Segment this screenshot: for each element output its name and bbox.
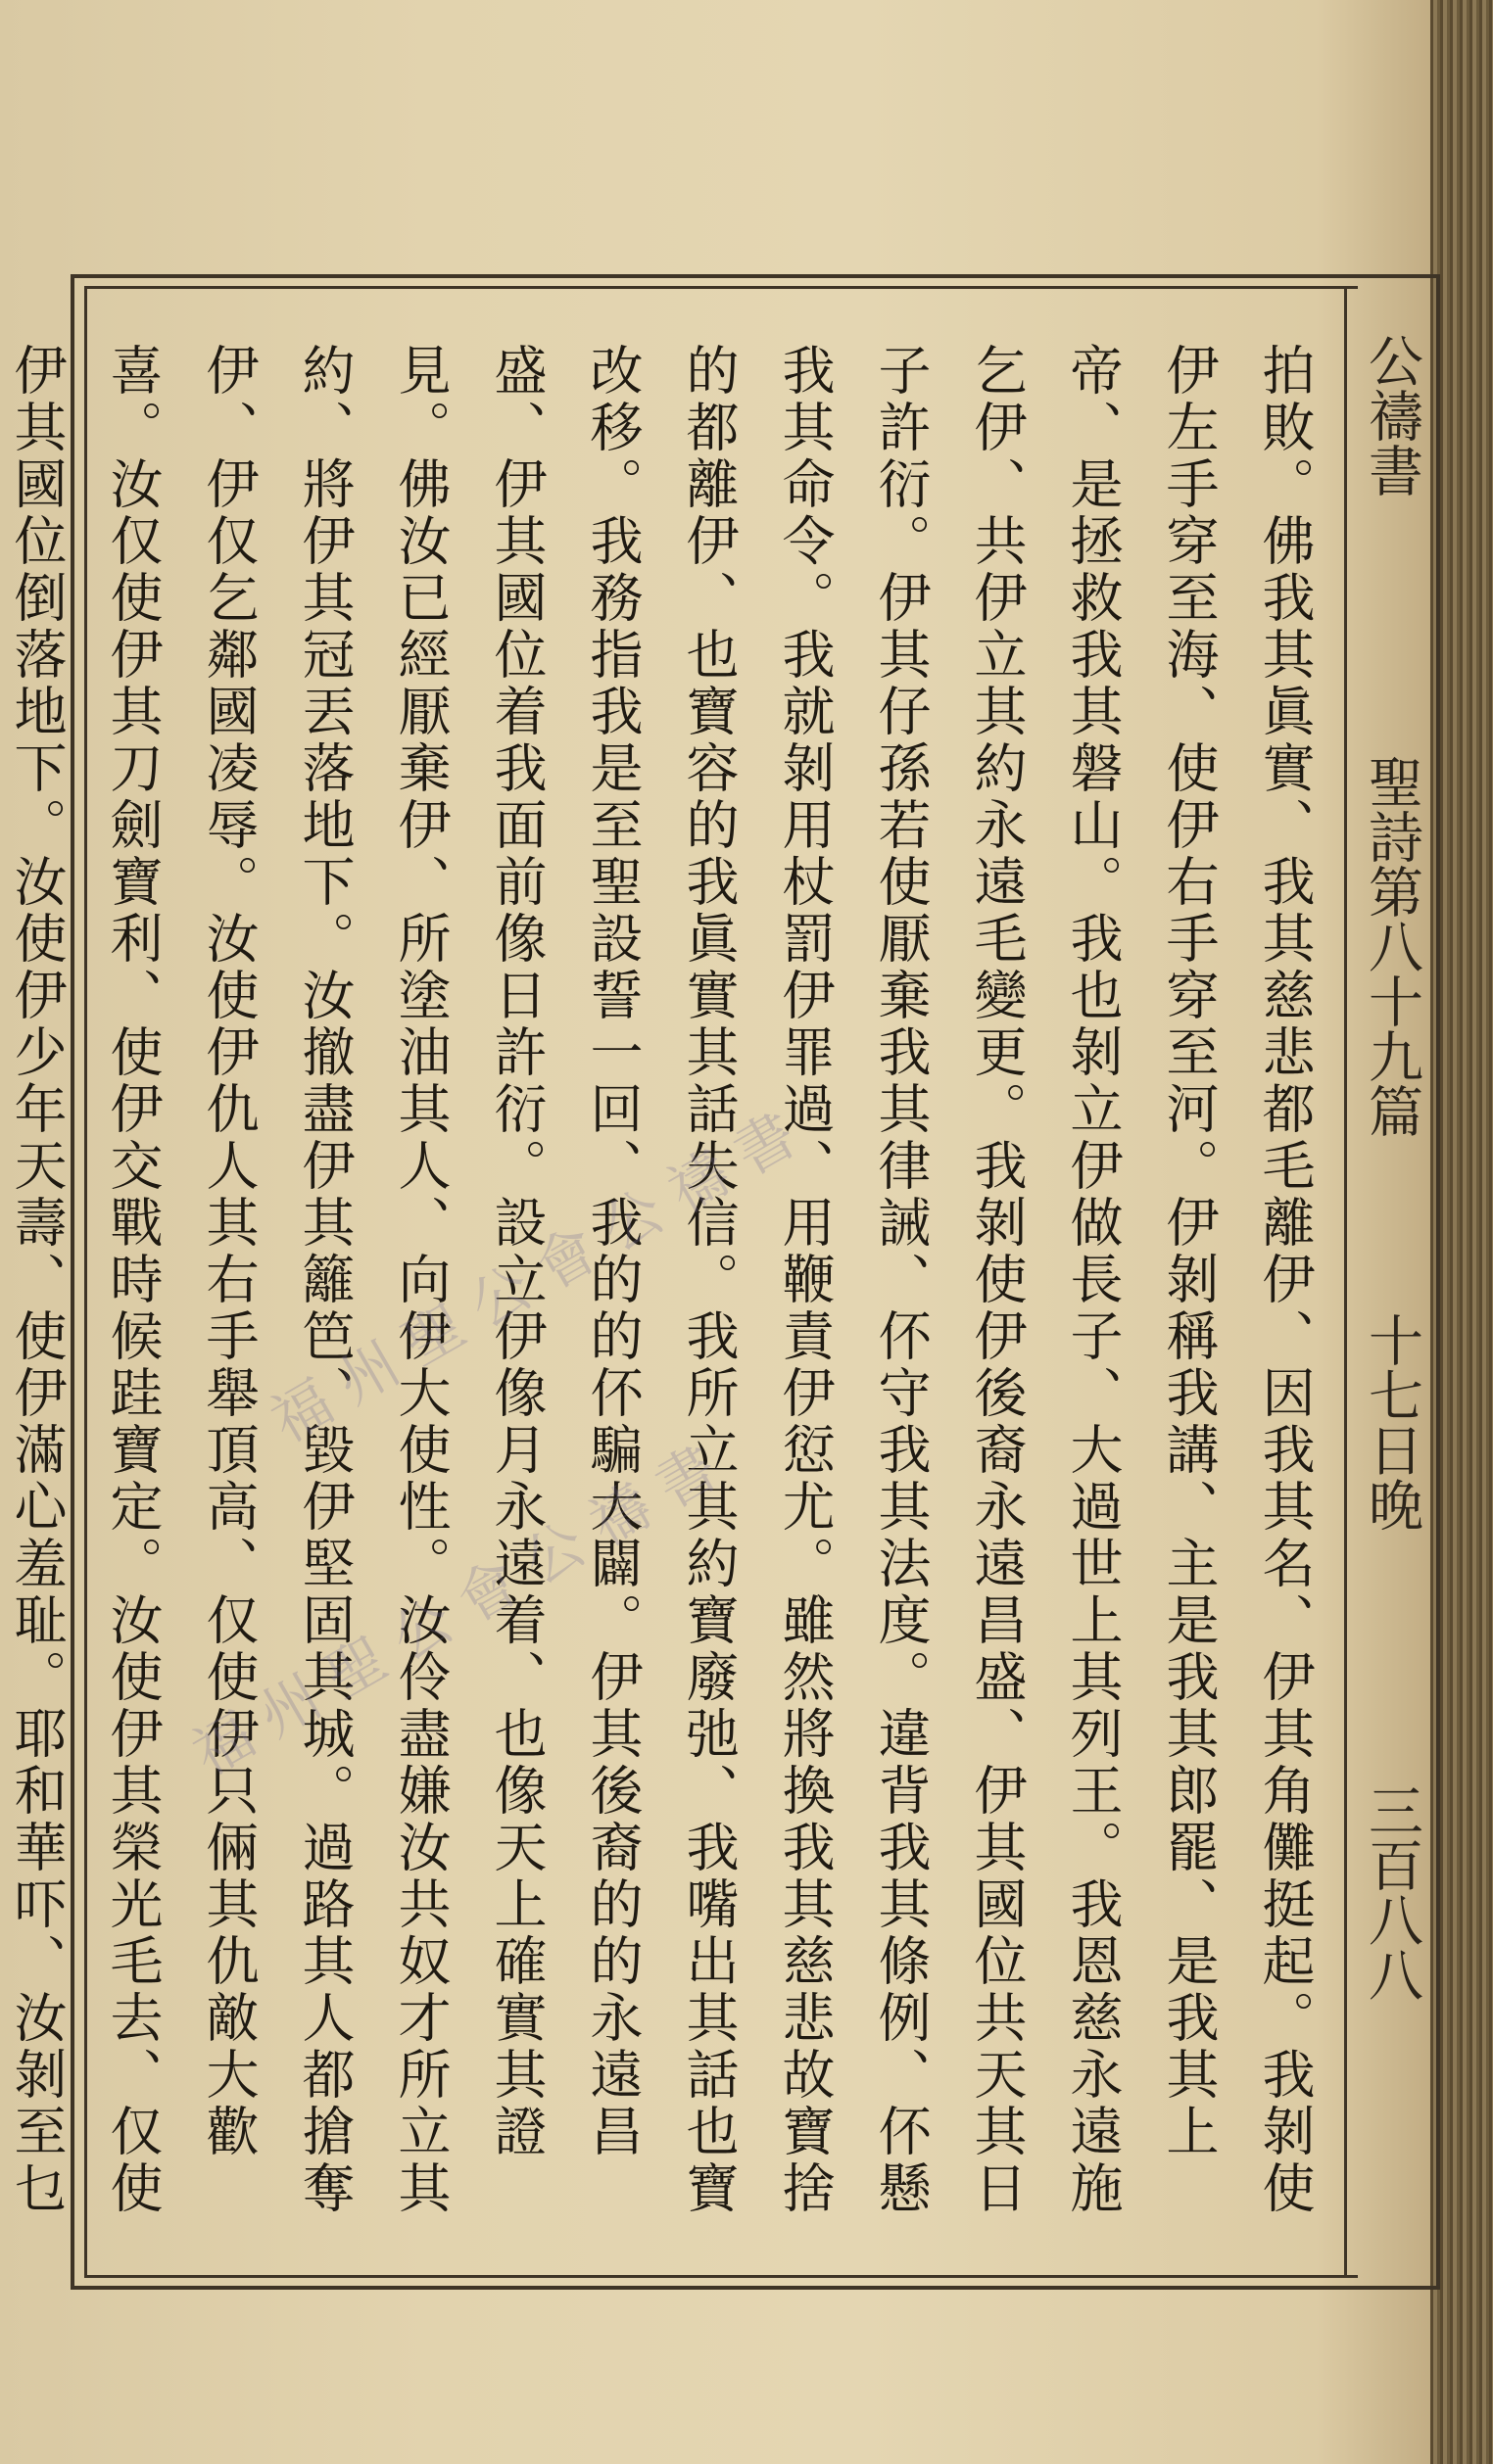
watermark-stamp: 福州聖公會公禱書 bbox=[260, 1091, 824, 1456]
psalm-title: 聖詩第八十九篇 bbox=[1360, 754, 1423, 1138]
page-number: 三百八八 bbox=[1360, 1782, 1423, 2002]
header-rule bbox=[1344, 286, 1347, 2278]
running-header bbox=[1352, 333, 1430, 2262]
psalm-text: 拍敗。佛我其眞實、我其慈悲都毛離伊、因我其名、伊其角儺挺起。我剝使伊左手穿至海、使伊右手穿至河。伊剝稱我講、主是我其郎罷、是我其上帝、是拯救我其磐山。我也剝立伊做長子、大過世上其列王。我恩慈永遠施乞伊、共伊立其約永遠毛變更。我剝使伊後裔永遠昌盛、伊其國位共天其日子許衍。伊其仔孫若使厭棄我其律誡、伓守我其法度。違背我其條例、伓懸我其命令。我就剝用杖罰伊罪過、用鞭責伊愆尤。雖然將換我其慈悲故寶捨的都離伊、也寶容的我眞實其話失信。我所立其約寶廢弛、我嘴出其話也寶改移。我務指我是至聖設誓一回、我的的伓騙大闢。伊其後裔的的永遠昌盛、伊其國位着我面前像日許衍。設立伊像月永遠着、也像天上確實其證見。佛汝已經厭棄伊、所塗油其人、向伊大使性。汝伶盡嫌汝共奴才所立其約、將伊其冠丟落地下。汝撤盡伊其籬笆、毀伊堅固其城。過路其人都搶奪伊、伊仅乞鄰國凌辱。汝使伊仇人其右手舉頂高、仅使伊只倆其仇敵大歡喜。汝仅使伊其刀劍寶利、使伊交戰時候跬寶定。汝使伊其榮光毛去、仅使伊其國位倒落地下。汝使伊少年天壽、使伊滿心羞耻。耶和華吓、汝剝至乜 bbox=[6, 343, 1316, 2217]
book-title: 公禱書 bbox=[1360, 333, 1423, 498]
day-label: 十七日晚 bbox=[1360, 1312, 1423, 1532]
watermark-stamp-2: 福州聖公會公禱書 bbox=[181, 1424, 746, 1789]
